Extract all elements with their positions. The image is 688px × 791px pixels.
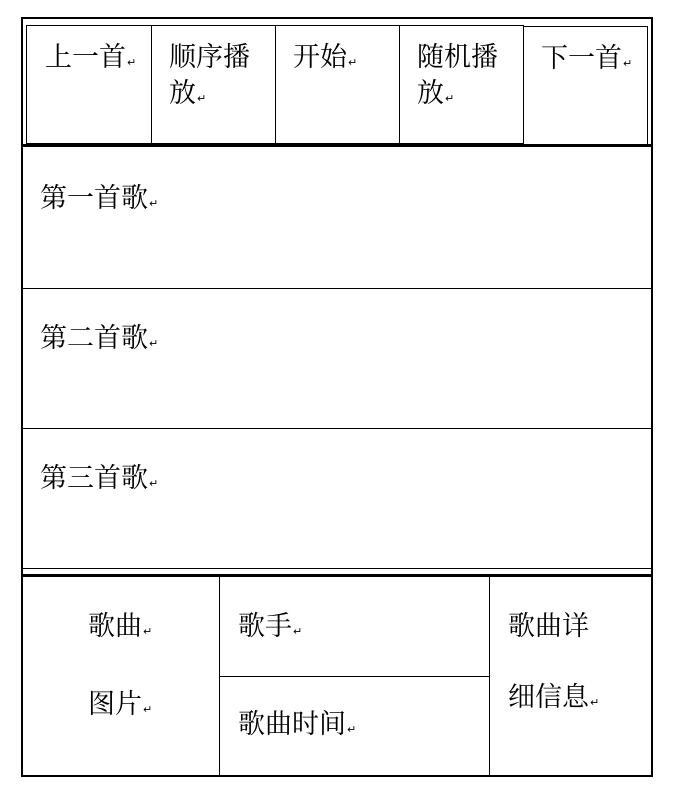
sequential-text-2: 放 <box>169 78 196 109</box>
list-item[interactable] <box>22 147 652 289</box>
paragraph-mark-icon: ↵ <box>149 477 159 490</box>
start-text: 开始 <box>293 42 347 73</box>
paragraph-mark-icon: ↵ <box>149 337 159 350</box>
singer-label <box>238 607 302 652</box>
paragraph-mark-icon: ↵ <box>348 56 358 69</box>
shuffle-label-line2 <box>417 74 454 119</box>
prev-button[interactable] <box>26 25 152 144</box>
details-divider-middle <box>219 676 490 677</box>
list-item[interactable] <box>22 288 652 429</box>
sequential-play-button[interactable] <box>151 25 276 144</box>
song-title <box>40 179 158 224</box>
paragraph-mark-icon: ↵ <box>623 57 633 70</box>
shuffle-play-button[interactable] <box>399 25 524 144</box>
info-text-1: 歌曲详 <box>508 611 589 642</box>
paragraph-mark-icon: ↵ <box>445 92 455 105</box>
song-title <box>40 459 158 504</box>
cover-text-2: 图片 <box>88 689 142 720</box>
paragraph-mark-icon: ↵ <box>143 703 153 716</box>
next-button[interactable] <box>523 26 648 145</box>
sequential-label-line1 <box>169 38 250 78</box>
info-label-line2 <box>508 678 599 723</box>
shuffle-text-1: 随机播 <box>417 42 498 73</box>
cover-label-line2 <box>88 685 152 730</box>
song-title-text: 第一首歌 <box>40 183 148 214</box>
start-label <box>293 38 357 83</box>
sequential-text-1: 顺序播 <box>169 42 250 73</box>
shuffle-text-2: 放 <box>417 78 444 109</box>
song-title <box>40 319 158 364</box>
song-duration-label <box>238 705 356 750</box>
next-label <box>541 39 632 84</box>
details-top-divider <box>22 574 652 577</box>
cover-label-line1 <box>88 607 152 652</box>
sequential-label-line2 <box>169 74 206 119</box>
paragraph-mark-icon: ↵ <box>143 625 153 638</box>
paragraph-mark-icon: ↵ <box>197 92 207 105</box>
song-title-text: 第二首歌 <box>40 323 148 354</box>
singer-text: 歌手 <box>238 611 292 642</box>
info-label-line1 <box>508 607 589 647</box>
paragraph-mark-icon: ↵ <box>293 625 303 638</box>
list-bottom-line <box>22 568 652 569</box>
paragraph-mark-icon: ↵ <box>590 696 600 709</box>
start-button[interactable] <box>275 25 400 144</box>
info-text-2: 细信息 <box>508 682 589 713</box>
next-text: 下一首 <box>541 43 622 74</box>
cover-text-1: 歌曲 <box>88 611 142 642</box>
paragraph-mark-icon: ↵ <box>347 723 357 736</box>
paragraph-mark-icon: ↵ <box>127 56 137 69</box>
shuffle-label-line1 <box>417 38 498 78</box>
prev-label <box>45 38 136 83</box>
list-item[interactable] <box>22 428 652 569</box>
duration-text: 歌曲时间 <box>238 709 346 740</box>
prev-text: 上一首 <box>45 42 126 73</box>
song-title-text: 第三首歌 <box>40 463 148 494</box>
paragraph-mark-icon: ↵ <box>149 197 159 210</box>
